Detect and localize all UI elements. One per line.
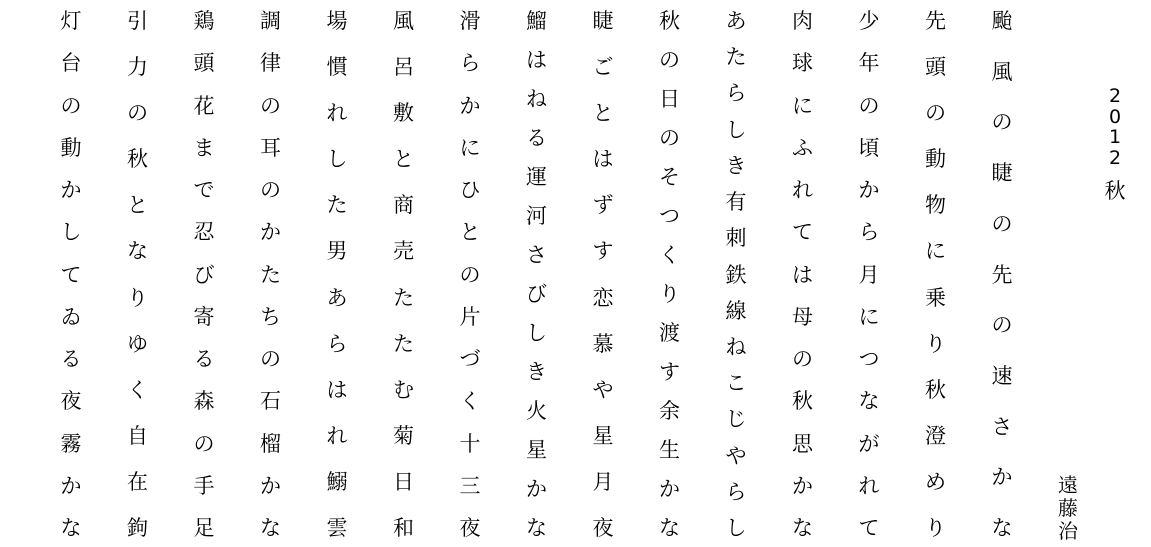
haiku-char: に	[858, 304, 880, 329]
haiku-char: つ	[659, 204, 680, 228]
haiku-column	[716, 0, 756, 544]
haiku-char: 律	[260, 51, 281, 76]
haiku-char: た	[725, 45, 747, 70]
haiku-char: む	[393, 377, 414, 402]
haiku-char: 鰯	[326, 469, 348, 494]
haiku-char: り	[925, 516, 946, 540]
haiku-char: た	[260, 262, 281, 287]
haiku-char: 鉄	[725, 262, 747, 287]
haiku-char: 河	[526, 204, 547, 228]
haiku-char: 動	[60, 135, 82, 160]
haiku-char: く	[659, 243, 680, 267]
haiku-char: 夜	[459, 516, 481, 540]
haiku-char: 刺	[725, 226, 747, 251]
haiku-char: の	[991, 313, 1013, 338]
haiku-char: ふ	[792, 135, 813, 160]
haiku-char: 颱	[991, 9, 1013, 33]
haiku-char: の	[260, 178, 281, 202]
haiku-column	[251, 0, 291, 544]
haiku-char: 恋	[592, 285, 614, 310]
haiku-char: 引	[127, 9, 148, 33]
haiku-char: ね	[725, 334, 747, 359]
haiku-char: 霧	[60, 431, 82, 456]
date-year-digit: 1	[1108, 126, 1122, 148]
date-season: 秋	[1104, 179, 1126, 203]
haiku-char: 月	[592, 469, 614, 494]
haiku-char: 思	[792, 431, 813, 456]
haiku-char: 余	[659, 399, 680, 423]
haiku-char: 日	[393, 469, 414, 494]
date-column	[1103, 86, 1127, 202]
haiku-char: 母	[792, 304, 813, 329]
haiku-char: ま	[193, 135, 215, 160]
haiku-char: 足	[193, 516, 215, 540]
haiku-char: の	[659, 48, 680, 72]
haiku-char: す	[659, 360, 680, 384]
haiku-char: 先	[991, 262, 1013, 287]
haiku-char: 動	[925, 147, 946, 172]
haiku-char: 森	[193, 389, 215, 414]
haiku-char: の	[260, 93, 281, 118]
haiku-char: 乗	[925, 285, 946, 310]
haiku-char: か	[659, 477, 680, 501]
haiku-char: る	[60, 347, 82, 371]
date-year-digit: 2	[1108, 85, 1122, 107]
haiku-char: 日	[659, 87, 680, 111]
haiku-char: り	[659, 282, 680, 306]
haiku-char: く	[459, 389, 481, 414]
author-name	[1056, 474, 1080, 543]
haiku-char: 雲	[326, 516, 348, 540]
haiku-char: 鶏	[193, 9, 215, 33]
haiku-char: び	[193, 262, 215, 287]
haiku-char: 頭	[193, 51, 215, 76]
haiku-char: 売	[393, 239, 414, 264]
haiku-char: あ	[725, 9, 747, 33]
haiku-char: は	[792, 262, 813, 287]
haiku-column	[982, 0, 1022, 544]
haiku-char: の	[127, 101, 148, 126]
haiku-char: に	[792, 93, 813, 118]
haiku-column	[317, 0, 357, 544]
haiku-char: 年	[858, 51, 880, 76]
haiku-char: 滑	[459, 9, 481, 33]
haiku-char: 線	[725, 298, 747, 323]
haiku-char: 耳	[260, 135, 281, 160]
haiku-char: 忍	[193, 220, 215, 245]
haiku-char: と	[127, 193, 148, 218]
haiku-char: で	[193, 178, 215, 202]
haiku-char: の	[659, 126, 680, 150]
haiku-char: に	[925, 239, 946, 264]
haiku-char: の	[193, 431, 215, 456]
haiku-char: ら	[459, 51, 481, 76]
haiku-char: 石	[260, 389, 281, 414]
haiku-char: ち	[260, 304, 281, 329]
haiku-char: 生	[659, 438, 680, 462]
haiku-char: そ	[659, 165, 680, 189]
haiku-char: か	[858, 178, 880, 202]
haiku-char: の	[858, 93, 880, 118]
haiku-char: り	[925, 331, 946, 356]
haiku-char: る	[526, 126, 547, 150]
haiku-char: 調	[260, 9, 281, 33]
haiku-char: さ	[526, 243, 547, 267]
haiku-char: び	[526, 282, 547, 306]
haiku-char: の	[459, 262, 481, 287]
haiku-column	[118, 0, 158, 544]
haiku-char: の	[792, 347, 813, 371]
haiku-char: の	[925, 101, 946, 126]
date-year-digit: 0	[1108, 105, 1122, 128]
haiku-char: 灯	[60, 9, 82, 33]
haiku-char: 菊	[393, 423, 414, 448]
haiku-char: さ	[991, 414, 1013, 439]
haiku-char: き	[526, 360, 547, 384]
haiku-char: し	[526, 321, 547, 345]
haiku-char: 十	[459, 431, 481, 456]
haiku-char: て	[60, 262, 82, 287]
haiku-char: 台	[60, 51, 82, 76]
haiku-column	[650, 0, 690, 544]
haiku-char: れ	[326, 423, 348, 448]
haiku-char: 呂	[393, 55, 414, 80]
haiku-char: や	[592, 377, 614, 402]
haiku-char: あ	[326, 285, 348, 310]
haiku-char: と	[393, 147, 414, 172]
haiku-char: な	[60, 516, 82, 540]
haiku-char: れ	[326, 101, 348, 126]
haiku-char: 物	[925, 193, 946, 218]
haiku-char: 三	[459, 473, 481, 498]
haiku-char: ら	[725, 479, 747, 504]
haiku-char: 有	[725, 190, 747, 215]
haiku-char: 夜	[60, 389, 82, 414]
haiku-char: の	[991, 211, 1013, 236]
haiku-char: は	[326, 377, 348, 402]
haiku-char: 手	[193, 473, 215, 498]
haiku-char: し	[326, 147, 348, 172]
haiku-column	[384, 0, 424, 544]
haiku-char: か	[60, 473, 82, 498]
haiku-char: 寄	[193, 304, 215, 329]
haiku-char: に	[459, 135, 481, 160]
haiku-char: た	[326, 193, 348, 218]
haiku-char: 慕	[592, 331, 614, 356]
haiku-char: は	[526, 48, 547, 72]
haiku-char: ら	[326, 331, 348, 356]
haiku-char: か	[60, 178, 82, 202]
haiku-char: な	[260, 516, 281, 540]
haiku-char: 少	[858, 9, 880, 33]
haiku-char: り	[127, 285, 148, 310]
haiku-char: 頃	[858, 135, 880, 160]
haiku-char: 花	[193, 93, 215, 118]
author-char: 遠	[1058, 473, 1078, 497]
haiku-char: た	[393, 285, 414, 310]
haiku-char: 秋	[127, 147, 148, 172]
haiku-char: 肉	[792, 9, 813, 33]
date-year-digit: 2	[1108, 146, 1122, 169]
haiku-char: 風	[991, 59, 1013, 84]
haiku-char: 榴	[260, 431, 281, 456]
haiku-char: す	[592, 239, 614, 264]
haiku-char: か	[991, 465, 1013, 490]
haiku-char: 場	[326, 9, 348, 33]
haiku-char: こ	[725, 371, 747, 396]
haiku-char: づ	[459, 347, 481, 371]
haiku-char: れ	[792, 178, 813, 202]
haiku-char: れ	[858, 473, 880, 498]
haiku-char: が	[858, 431, 880, 456]
haiku-char: か	[526, 477, 547, 501]
haiku-char: ら	[858, 220, 880, 245]
haiku-char: し	[725, 516, 747, 540]
haiku-char: ゆ	[127, 331, 148, 356]
haiku-char: と	[592, 101, 614, 126]
haiku-char: ゐ	[60, 304, 82, 329]
haiku-char: し	[725, 117, 747, 142]
haiku-char: じ	[725, 407, 747, 432]
haiku-char: ひ	[459, 178, 481, 202]
haiku-char: 男	[326, 239, 348, 264]
haiku-char: 頭	[925, 55, 946, 80]
haiku-char: 睫	[991, 161, 1013, 186]
haiku-char: ね	[526, 87, 547, 111]
author-char: 藤	[1058, 496, 1078, 520]
haiku-char: 商	[393, 193, 414, 218]
haiku-char: 先	[925, 9, 946, 33]
haiku-char: 鉤	[127, 516, 148, 540]
haiku-char: て	[792, 220, 813, 245]
haiku-char: 渡	[659, 321, 680, 345]
haiku-column	[916, 0, 956, 544]
haiku-char: は	[592, 147, 614, 172]
haiku-char: た	[393, 331, 414, 356]
haiku-char: る	[193, 347, 215, 371]
haiku-char: な	[858, 389, 880, 414]
haiku-char: 速	[991, 363, 1013, 388]
haiku-char: の	[260, 347, 281, 371]
haiku-char: き	[725, 153, 747, 178]
haiku-char: 睫	[592, 9, 614, 33]
haiku-char: 星	[592, 423, 614, 448]
haiku-char: と	[459, 220, 481, 245]
haiku-char: 月	[858, 262, 880, 287]
haiku-char: の	[60, 93, 82, 118]
haiku-char: 秋	[792, 389, 813, 414]
haiku-column	[517, 0, 557, 544]
author-char: 治	[1058, 519, 1078, 543]
haiku-char: 澄	[925, 423, 946, 448]
haiku-char: め	[925, 469, 946, 494]
haiku-char: し	[60, 220, 82, 245]
haiku-char: 秋	[925, 377, 946, 402]
haiku-char: 星	[526, 438, 547, 462]
haiku-char: な	[991, 516, 1013, 540]
haiku-char: な	[526, 516, 547, 540]
haiku-char: 風	[393, 9, 414, 33]
haiku-char: 慣	[326, 55, 348, 80]
haiku-column	[783, 0, 823, 544]
haiku-column	[849, 0, 889, 544]
haiku-char: 敷	[393, 101, 414, 126]
haiku-char: 火	[526, 399, 547, 423]
haiku-char: 球	[792, 51, 813, 76]
haiku-char: 和	[393, 516, 414, 540]
haiku-char: ご	[592, 55, 614, 80]
haiku-column	[51, 0, 91, 544]
haiku-char: 秋	[659, 9, 680, 33]
haiku-column	[583, 0, 623, 544]
haiku-char: 片	[459, 304, 481, 329]
haiku-char: ら	[725, 81, 747, 106]
haiku-column	[450, 0, 490, 544]
haiku-char: か	[260, 220, 281, 245]
haiku-char: か	[260, 473, 281, 498]
haiku-char: 自	[127, 423, 148, 448]
haiku-char: 鰡	[526, 9, 547, 33]
haiku-char: 在	[127, 469, 148, 494]
haiku-char: 力	[127, 55, 148, 80]
haiku-char: 夜	[592, 516, 614, 540]
haiku-char: な	[127, 239, 148, 264]
haiku-char: く	[127, 377, 148, 402]
haiku-char: の	[991, 110, 1013, 135]
haiku-column	[184, 0, 224, 544]
haiku-char: か	[459, 93, 481, 118]
haiku-char: な	[792, 516, 813, 540]
haiku-char: な	[659, 516, 680, 540]
haiku-char: 運	[526, 165, 547, 189]
haiku-char: て	[858, 516, 880, 540]
haiku-char: か	[792, 473, 813, 498]
haiku-char: つ	[858, 347, 880, 371]
haiku-char: や	[725, 443, 747, 468]
haiku-char: ず	[592, 193, 614, 218]
